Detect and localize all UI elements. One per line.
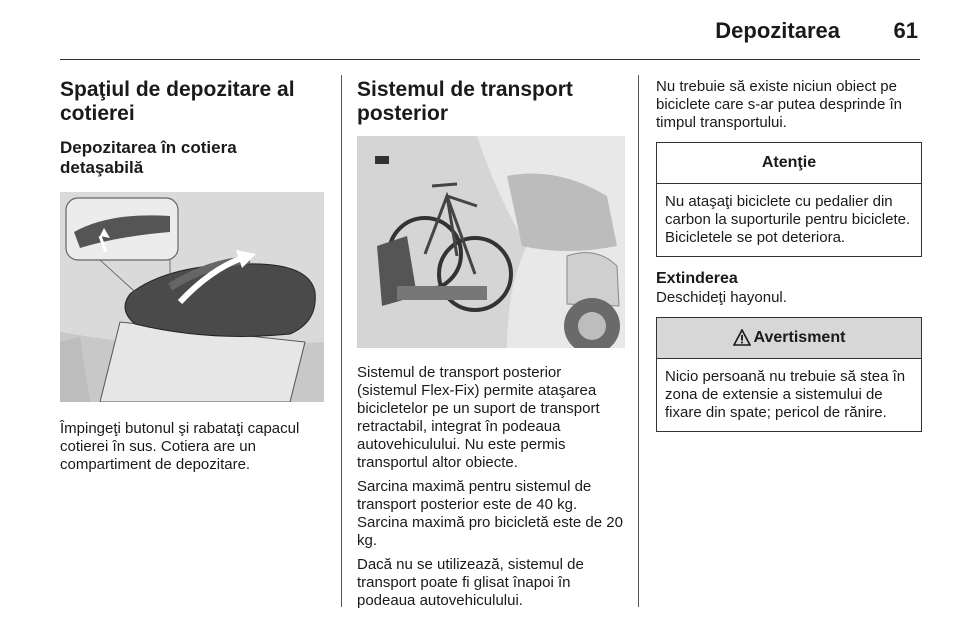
column-armrest — [60, 78, 324, 474]
bike-carrier-heading: Sistemul de transport posterior — [357, 78, 573, 125]
armrest-drawing — [60, 192, 324, 402]
caution-title: Atenţie — [657, 143, 921, 184]
bike-carrier-p2: Sarcina maximă pentru sistemul de transport posterior este de 40 kg. Sarcina maximă pro bicicletă este de 20 kg. — [357, 478, 623, 549]
warning-box — [656, 317, 922, 432]
caution-box — [656, 142, 922, 257]
extension-heading: Extinderea — [656, 270, 738, 287]
warning-title: Avertisment — [753, 329, 846, 346]
bike-carrier-p3: Dacă nu se utilizează, sistemul de transport poate fi glisat înapoi în podeaua autovehiculului. — [357, 556, 584, 609]
bike-objects-text: Nu trebuie să existe niciun obiect pe biciclete care s-ar putea desprinde în timpul transportului. — [656, 78, 902, 131]
warning-triangle-icon — [733, 329, 751, 347]
column-divider-2 — [638, 75, 639, 607]
armrest-subheading: Depozitarea în cotiera detaşabilă — [60, 138, 237, 177]
armrest-text: Împingeţi butonul şi rabataţi capacul cotierei în sus. Cotiera are un compartiment de depozitare. — [60, 420, 300, 473]
warning-header — [657, 318, 921, 359]
column-divider-1 — [341, 75, 342, 607]
bike-carrier-drawing — [357, 136, 625, 348]
header-divider — [60, 59, 920, 60]
section-title: Depozitarea — [715, 18, 840, 43]
armrest-heading: Spaţiul de depozitare al cotierei — [60, 78, 295, 125]
armrest-illustration — [60, 192, 324, 402]
warning-text: Nicio persoană nu trebuie să stea în zona de extensie a sistemului de fixare din spate; pericol de rănire. — [665, 368, 906, 421]
page-header — [60, 14, 920, 50]
caution-text: Nu ataşaţi biciclete cu pedalier din carbon la suporturile pentru biciclete. Bicicletele se pot deteriora. — [665, 193, 911, 246]
bike-carrier-p1: Sistemul de transport posterior (sistemul Flex-Fix) permite ataşarea bicicletelor pe un suport de transport retractabil, integrat în podeaua autovehiculului. Nu este permis transportul altor obiecte. — [357, 364, 600, 471]
extension-text: Deschideţi hayonul. — [656, 289, 787, 306]
column-extension — [656, 78, 922, 432]
column-bike-carrier — [357, 78, 625, 610]
page-number: 61 — [893, 18, 918, 43]
bike-carrier-illustration — [357, 136, 625, 348]
